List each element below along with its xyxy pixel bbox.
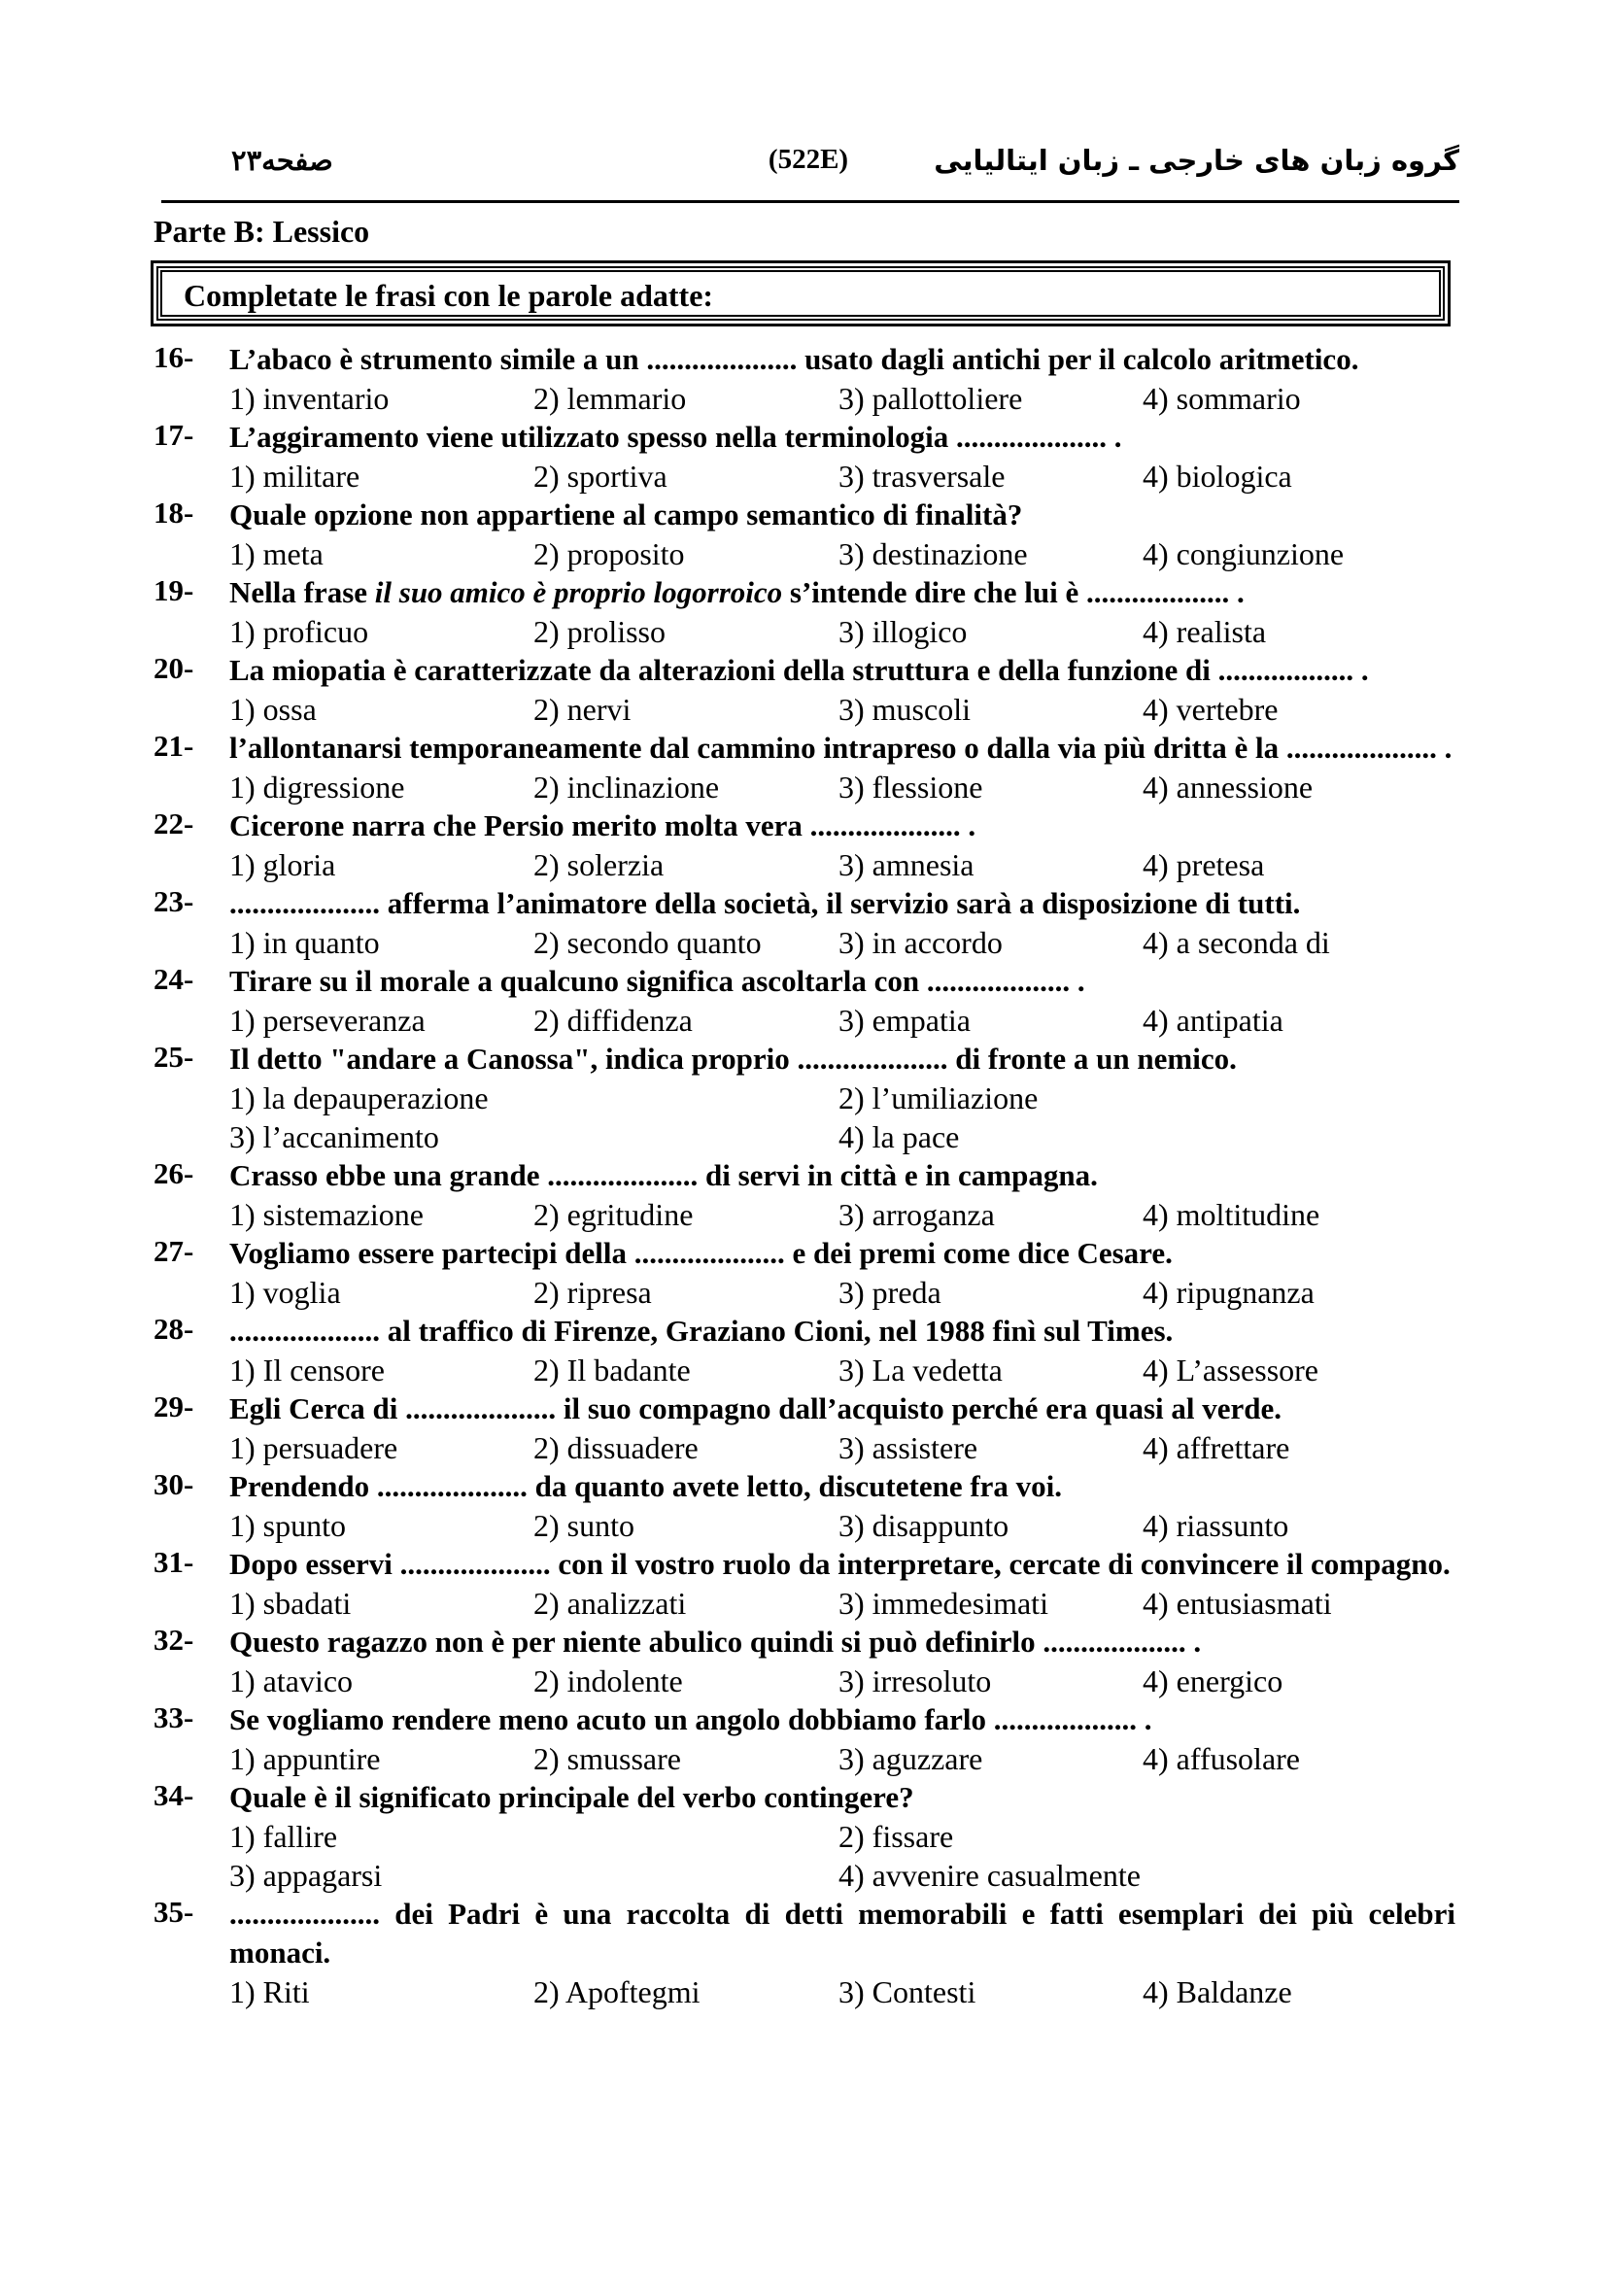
question	[154, 1467, 1455, 1545]
option: 2) smussare	[533, 1741, 681, 1776]
option: 3) amnesia	[838, 847, 974, 882]
option: 1) perseveranza	[229, 1003, 426, 1038]
option: 4) pretesa	[1143, 847, 1265, 882]
question-number: 30-	[154, 1467, 194, 1501]
question-number: 33-	[154, 1700, 194, 1734]
exam-group-title: گروه زبان های خارجی ـ زبان ایتالیایی	[934, 144, 1459, 177]
question	[154, 496, 1455, 573]
question-number: 35-	[154, 1895, 194, 1929]
options-row	[229, 1079, 1455, 1117]
question	[154, 806, 1455, 884]
option: 2) fissare	[838, 1819, 954, 1854]
options-row	[229, 1817, 1455, 1856]
question-number: 22-	[154, 806, 194, 840]
question-list	[154, 340, 1455, 2011]
option: 2) Apoftegmi	[533, 1974, 701, 2009]
option: 4) annessione	[1143, 770, 1314, 805]
option: 4) energico	[1143, 1663, 1283, 1698]
option: 1) meta	[229, 536, 324, 571]
option: 4) entusiasmati	[1143, 1586, 1332, 1621]
option: 4) riassunto	[1143, 1508, 1289, 1543]
option: 4) moltitudine	[1143, 1197, 1320, 1232]
options-row	[229, 379, 1455, 418]
options-row	[229, 1662, 1455, 1700]
options-row	[229, 1001, 1455, 1040]
option: 1) Riti	[229, 1974, 310, 2009]
question	[154, 1623, 1455, 1700]
question-text: La miopatia è caratterizzate da alterazioni della struttura e della funzione di .................. .	[229, 653, 1369, 687]
question-number: 29-	[154, 1389, 194, 1423]
option: 3) preda	[838, 1275, 941, 1310]
header-divider	[161, 200, 1459, 203]
question-number: 20-	[154, 651, 194, 685]
option: 3) aguzzare	[838, 1741, 983, 1776]
question-text: Il detto "andare a Canossa", indica proprio .................... di fronte a un nemico.	[229, 1042, 1237, 1076]
question	[154, 1545, 1455, 1623]
option: 4) sommario	[1143, 381, 1301, 416]
question-text: Quale è il significato principale del verbo contingere?	[229, 1780, 914, 1814]
option: 3) Contesti	[838, 1974, 976, 2009]
option: 2) indolente	[533, 1663, 683, 1698]
question	[154, 1234, 1455, 1312]
option: 2) secondo quanto	[533, 925, 762, 960]
quoted-phrase: il suo amico è proprio logorroico	[374, 575, 783, 609]
question	[154, 1040, 1455, 1156]
option: 3) assistere	[838, 1430, 978, 1465]
option: 1) gloria	[229, 847, 336, 882]
option: 1) digressione	[229, 770, 405, 805]
option: 3) in accordo	[838, 925, 1003, 960]
question	[154, 651, 1455, 729]
question-text: .................... afferma l’animatore della società, il servizio sarà a disposizione di tutti.	[229, 886, 1301, 920]
option: 3) flessione	[838, 770, 983, 805]
options-row	[229, 1195, 1455, 1234]
question	[154, 418, 1455, 496]
question-number: 27-	[154, 1234, 194, 1268]
options-row	[229, 1739, 1455, 1778]
question	[154, 729, 1455, 806]
option: 3) arroganza	[838, 1197, 995, 1232]
option: 2) inclinazione	[533, 770, 720, 805]
option: 1) la depauperazione	[229, 1080, 489, 1115]
option: 4) affrettare	[1143, 1430, 1290, 1465]
question-number: 26-	[154, 1156, 194, 1190]
question-text: L’aggiramento viene utilizzato spesso nella terminologia .................... .	[229, 420, 1122, 454]
options-row	[229, 612, 1455, 651]
question-number: 31-	[154, 1545, 194, 1579]
option: 1) sbadati	[229, 1586, 352, 1621]
option: 4) a seconda di	[1143, 925, 1330, 960]
question	[154, 1156, 1455, 1234]
option: 4) congiunzione	[1143, 536, 1345, 571]
question	[154, 340, 1455, 418]
instruction-text: Completate le frasi con le parole adatte:	[156, 266, 1445, 321]
option: 1) persuadere	[229, 1430, 398, 1465]
option: 2) analizzati	[533, 1586, 687, 1621]
question	[154, 1895, 1455, 2011]
option: 3) immedesimati	[838, 1586, 1048, 1621]
option: 2) diffidenza	[533, 1003, 693, 1038]
option: 2) Il badante	[533, 1353, 691, 1388]
options-row	[229, 1117, 1455, 1156]
question	[154, 573, 1455, 651]
question-number: 16-	[154, 340, 194, 374]
page-header	[157, 144, 1459, 190]
option: 3) illogico	[838, 614, 968, 649]
option: 4) avvenire casualmente	[838, 1858, 1141, 1893]
question	[154, 1389, 1455, 1467]
option: 1) voglia	[229, 1275, 341, 1310]
question-text: l’allontanarsi temporaneamente dal cammino intrapreso o dalla via più dritta è la .................... .	[229, 731, 1453, 765]
option: 1) appuntire	[229, 1741, 381, 1776]
question-text: Quale opzione non appartiene al campo semantico di finalità?	[229, 497, 1023, 531]
question	[154, 1778, 1455, 1895]
question-text: .................... al traffico di Firenze, Graziano Cioni, nel 1988 finì sul Times.	[229, 1314, 1174, 1348]
question-number: 28-	[154, 1312, 194, 1346]
options-row	[229, 1273, 1455, 1312]
options-row	[229, 457, 1455, 496]
option: 3) destinazione	[838, 536, 1028, 571]
option: 3) pallottoliere	[838, 381, 1023, 416]
option: 2) ripresa	[533, 1275, 652, 1310]
option: 2) proposito	[533, 536, 685, 571]
option: 3) muscoli	[838, 692, 971, 727]
option: 3) trasversale	[838, 459, 1006, 494]
question-text: Questo ragazzo non è per niente abulico quindi si può definirlo ................... .	[229, 1625, 1202, 1659]
question-text: Dopo esservi .................... con il vostro ruolo da interpretare, cercate di convincere il compagno.	[229, 1547, 1451, 1581]
question-text-start: Nella frase	[229, 575, 375, 609]
option: 4) Baldanze	[1143, 1974, 1292, 2009]
question-text: Cicerone narra che Persio merito molta vera .................... .	[229, 808, 976, 842]
options-row	[229, 534, 1455, 573]
question-number: 18-	[154, 496, 194, 530]
option: 2) lemmario	[533, 381, 687, 416]
options-row	[229, 1506, 1455, 1545]
question-number: 25-	[154, 1040, 194, 1074]
option: 1) inventario	[229, 381, 390, 416]
question-text: Se vogliamo rendere meno acuto un angolo dobbiamo farlo ................... .	[229, 1702, 1152, 1736]
option: 1) Il censore	[229, 1353, 385, 1388]
options-row	[229, 690, 1455, 729]
question-text-end: s’intende dire che lui è ................... .	[782, 575, 1245, 609]
question-text: Egli Cerca di .................... il suo compagno dall’acquisto perché era quasi al verde.	[229, 1391, 1282, 1425]
option: 2) dissuadere	[533, 1430, 699, 1465]
question-number: 21-	[154, 729, 194, 763]
option: 1) spunto	[229, 1508, 346, 1543]
options-row	[229, 1856, 1455, 1895]
option: 2) sportiva	[533, 459, 667, 494]
options-row	[229, 1972, 1455, 2011]
option: 4) la pace	[838, 1119, 960, 1154]
question-text: Prendendo .................... da quanto avete letto, discutetene fra voi.	[229, 1469, 1063, 1503]
option: 3) irresoluto	[838, 1663, 992, 1698]
option: 3) appagarsi	[229, 1858, 383, 1893]
options-row	[229, 1351, 1455, 1389]
question	[154, 1312, 1455, 1389]
option: 3) empatia	[838, 1003, 971, 1038]
question	[154, 1700, 1455, 1778]
question-text: L’abaco è strumento simile a un .................... usato dagli antichi per il calcolo aritmetico.	[229, 342, 1359, 376]
question-text: Crasso ebbe una grande .................... di servi in città e in campagna.	[229, 1158, 1098, 1192]
question-number: 19-	[154, 573, 194, 607]
option: 2) prolisso	[533, 614, 666, 649]
question	[154, 884, 1455, 962]
page-number: صفحه۲۳	[231, 146, 333, 177]
question-number: 24-	[154, 962, 194, 996]
option: 4) affusolare	[1143, 1741, 1300, 1776]
option: 4) L’assessore	[1143, 1353, 1318, 1388]
option: 1) proficuo	[229, 614, 369, 649]
exam-code: (522E)	[768, 144, 849, 175]
option: 4) vertebre	[1143, 692, 1279, 727]
question-text: Tirare su il morale a qualcuno significa ascoltarla con ................... .	[229, 964, 1085, 998]
option: 2) solerzia	[533, 847, 665, 882]
option: 1) militare	[229, 459, 360, 494]
option: 1) atavico	[229, 1663, 354, 1698]
section-title: Parte B: Lessico	[154, 214, 370, 249]
option: 4) realista	[1143, 614, 1267, 649]
option: 4) ripugnanza	[1143, 1275, 1315, 1310]
question-number: 34-	[154, 1778, 194, 1812]
option: 1) ossa	[229, 692, 317, 727]
option: 3) l’accanimento	[229, 1119, 439, 1154]
options-row	[229, 845, 1455, 884]
options-row	[229, 768, 1455, 806]
question-number: 23-	[154, 884, 194, 918]
question-text: Vogliamo essere partecipi della .................... e dei premi come dice Cesare.	[229, 1236, 1173, 1270]
option: 4) antipatia	[1143, 1003, 1283, 1038]
instruction-box	[151, 260, 1451, 326]
options-row	[229, 1584, 1455, 1623]
option: 1) fallire	[229, 1819, 338, 1854]
option: 2) egritudine	[533, 1197, 694, 1232]
question	[154, 962, 1455, 1040]
option: 2) l’umiliazione	[838, 1080, 1039, 1115]
option: 3) La vedetta	[838, 1353, 1003, 1388]
question-number: 17-	[154, 418, 194, 452]
question-number: 32-	[154, 1623, 194, 1657]
option: 2) nervi	[533, 692, 632, 727]
option: 4) biologica	[1143, 459, 1292, 494]
option: 1) in quanto	[229, 925, 380, 960]
options-row	[229, 1428, 1455, 1467]
question-text	[229, 573, 1455, 612]
option: 1) sistemazione	[229, 1197, 424, 1232]
option: 2) sunto	[533, 1508, 634, 1543]
option: 3) disappunto	[838, 1508, 1009, 1543]
options-row	[229, 923, 1455, 962]
question-text: .................... dei Padri è una raccolta di detti memorabili e fatti esemplari dei più celebri monaci.	[229, 1897, 1455, 1970]
